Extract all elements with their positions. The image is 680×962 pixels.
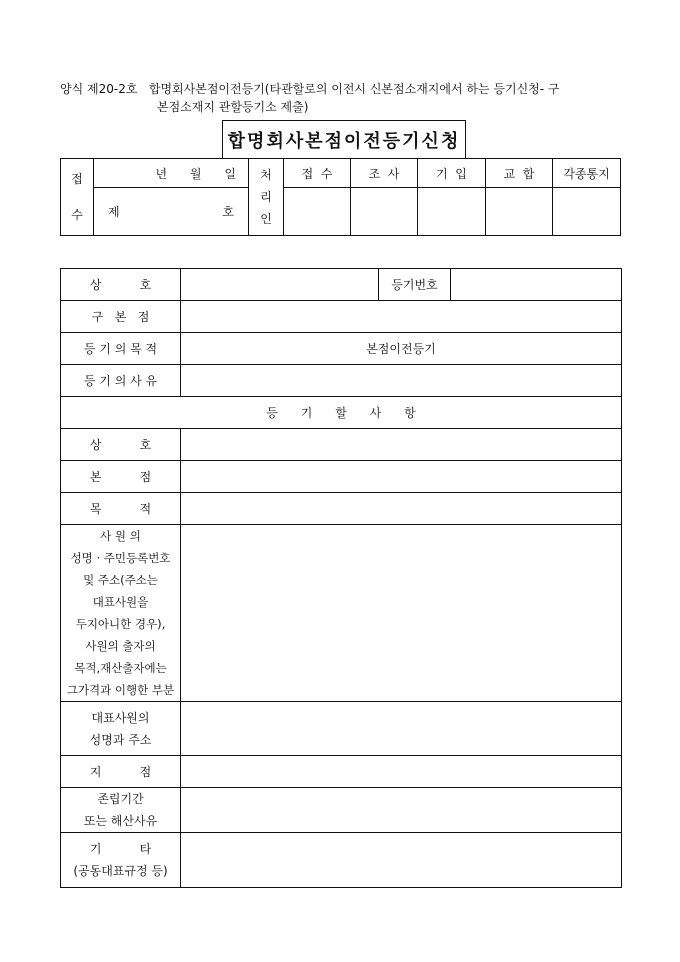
- col-receipt: 접 수: [284, 159, 351, 188]
- label-reason: 등 기 의 사 유: [61, 365, 181, 397]
- field-reg-no[interactable]: [451, 269, 622, 301]
- label-purpose: 등 기 의 목 적: [61, 333, 181, 365]
- cell-receipt[interactable]: [284, 188, 351, 236]
- cell-review[interactable]: [351, 188, 418, 236]
- label-item-name: 상 호: [61, 429, 181, 461]
- label-old-office: 구 본 점: [61, 301, 181, 333]
- section-header: 등 기 할 사 항: [61, 397, 622, 429]
- field-reason[interactable]: [181, 365, 622, 397]
- field-branch[interactable]: [181, 756, 622, 788]
- label-objective: 목 적: [61, 493, 181, 525]
- field-representative[interactable]: [181, 702, 622, 756]
- field-objective[interactable]: [181, 493, 622, 525]
- label-other: 기 타 (공동대표규정 등): [61, 833, 181, 888]
- label-reg-no: 등기번호: [379, 269, 451, 301]
- form-description-2: 본점소재지 관할등기소 제출): [157, 100, 309, 114]
- field-item-name[interactable]: [181, 429, 622, 461]
- application-table: [60, 268, 622, 888]
- form-title: 합명회사본점이전등기신청: [222, 120, 466, 159]
- field-head-office[interactable]: [181, 461, 622, 493]
- field-purpose[interactable]: 본점이전등기: [181, 333, 622, 365]
- receipt-label: 접 수: [61, 159, 94, 236]
- field-name[interactable]: [181, 269, 379, 301]
- label-duration: 존립기간 또는 해산사유: [61, 788, 181, 833]
- field-old-office[interactable]: [181, 301, 622, 333]
- label-members: 사 원 의 성명 · 주민등록번호 및 주소(주소는 대표사원을 두지아니한 경우), 사원의 출자의 목적,재산출자에는 그가격과 이행한 부분: [61, 525, 181, 702]
- label-head-office: 본 점: [61, 461, 181, 493]
- receipt-date[interactable]: 년 월 일: [94, 159, 249, 188]
- form-header: [60, 80, 630, 116]
- field-other[interactable]: [181, 833, 622, 888]
- cell-collation[interactable]: [486, 188, 553, 236]
- col-collation: 교 합: [486, 159, 553, 188]
- label-representative: 대표사원의 성명과 주소: [61, 702, 181, 756]
- receipt-table: [60, 158, 621, 236]
- field-duration[interactable]: [181, 788, 622, 833]
- col-notices: 각종통지: [553, 159, 621, 188]
- col-review: 조 사: [351, 159, 418, 188]
- form-description: 합명회사본점이전등기(타관할로의 이전시 신본점소재지에서 하는 등기신청- 구: [148, 82, 560, 96]
- receipt-number[interactable]: 제 호: [94, 188, 249, 236]
- cell-notices[interactable]: [553, 188, 621, 236]
- label-branch: 지 점: [61, 756, 181, 788]
- form-number: 양식 제20-2호: [60, 82, 138, 96]
- cell-entry[interactable]: [418, 188, 486, 236]
- handler-label: 처 리 인: [249, 159, 284, 236]
- label-name: 상 호: [61, 269, 181, 301]
- field-members[interactable]: [181, 525, 622, 702]
- col-entry: 기 입: [418, 159, 486, 188]
